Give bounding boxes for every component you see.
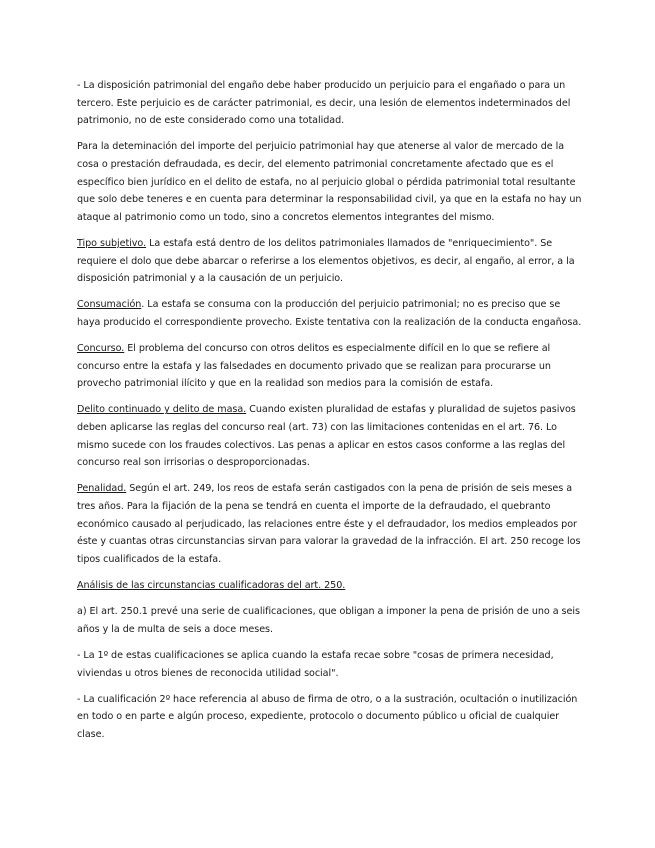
paragraph-text: - La cualificación 2º hace referencia al abuso de firma de otro, o a la sustración, ocultación o inutilización en todo o en parte e algún proceso, expediente, protocolo o documento público u oficial de cualquier clase. [77, 693, 578, 740]
paragraph-delito-continuado [77, 401, 585, 471]
paragraph-text: - La disposición patrimonial del engaño debe haber producido un perjuicio para el engañado o para un tercero. Este perjuicio es de carácter patrimonial, es decir, una lesión de elementos indeterminados del patrimonio, no de este considerado como una totalidad. [77, 80, 571, 127]
paragraph-heading: Tipo subjetivo. [77, 237, 147, 249]
paragraph-heading: Delito continuado y delito de masa. [77, 404, 247, 416]
paragraph-text: Cuando existen pluralidad de estafas y pluralidad de sujetos pasivos deben aplicarse las reglas del concurso real (art. 73) con las limitaciones contenidas en el art. 76. Lo mismo sucede con los fraudes colectivos. Las penas a aplicar en estos casos conforme a las reglas del concurso real son irrisorias o desproporcionadas. [77, 404, 576, 469]
paragraph-text: - La 1º de estas cualificaciones se aplica cuando la estafa recae sobre "cosas de primera necesidad, viviendas u otros bienes de reconocida utilidad social". [77, 649, 554, 679]
paragraph-text: El problema del concurso con otros delitos es especialmente difícil en lo que se refiere al concurso entre la estafa y las falsedades en documento privado que se realizan para procurarse un provecho patrimonial ilícito y que en la realidad son medios para la comisión de estafa. [77, 343, 551, 390]
paragraph-text: a) El art. 250.1 prevé una serie de cualificaciones, que obligan a imponer la pena de prisión de uno a seis años y la de multa de seis a doce meses. [77, 606, 580, 635]
paragraph-concurso [77, 340, 585, 393]
paragraph-text: . La estafa se consuma con la producción del perjuicio patrimonial; no es preciso que se haya producido el correspondiente provecho. Existe tentativa con la realización de la conducta engañosa. [77, 299, 582, 328]
paragraph-perjuicio [77, 77, 585, 130]
paragraph-text: Según el art. 249, los reos de estafa serán castigados con la pena de prisión de seis meses a tres años. Para la fijación de la pena se tendrá en cuenta el importe de la defraudado, el quebranto económico causado al perjudicado, las relaciones entre éste y el defraudador, los medios empleados por éste y cuantas otras circunstancias sirvan para valorar la gravedad de la infracción. El art. 250 recoge los tipos cualificados de la estafa. [77, 483, 581, 565]
paragraph-cualificacion-1 [77, 647, 585, 682]
paragraph-heading: Concurso. [77, 343, 125, 355]
paragraph-penalidad [77, 480, 585, 568]
section-title: Análisis de las circunstancias cualificadoras del art. 250. [77, 580, 346, 591]
paragraph-heading: Consumación [77, 299, 142, 311]
document-page [77, 77, 585, 752]
paragraph-cualificacion-2 [77, 691, 585, 744]
paragraph-tipo-subjetivo [77, 235, 585, 288]
paragraph-text: La estafa está dentro de los delitos patrimoniales llamados de "enriquecimiento". Se requiere el dolo que debe abarcar o referirse a los elementos objetivos, es decir, al engaño, al error, a la disposición patrimonial y a la causación de un perjuicio. [77, 237, 575, 285]
paragraph-text: Para la deteminación del importe del perjuicio patrimonial hay que atenerse al valor de mercado de la cosa o prestación defraudada, es decir, del elemento patrimonial concretamente afectado que es el específico bien jurídico en el delito de estafa, no al perjuicio global o pérdida patrimonial total resultante que solo debe teneres e en cuenta para determinar la responsabilidad civil, ya que en la estafa no hay un ataque al patrimonio como un todo, sino a concretos elementos integrantes del mismo. [77, 141, 582, 223]
paragraph-cualificaciones-a [77, 603, 585, 638]
paragraph-consumacion [77, 296, 585, 331]
paragraph-determinacion-importe [77, 138, 585, 226]
paragraph-heading: Penalidad. [77, 483, 127, 495]
